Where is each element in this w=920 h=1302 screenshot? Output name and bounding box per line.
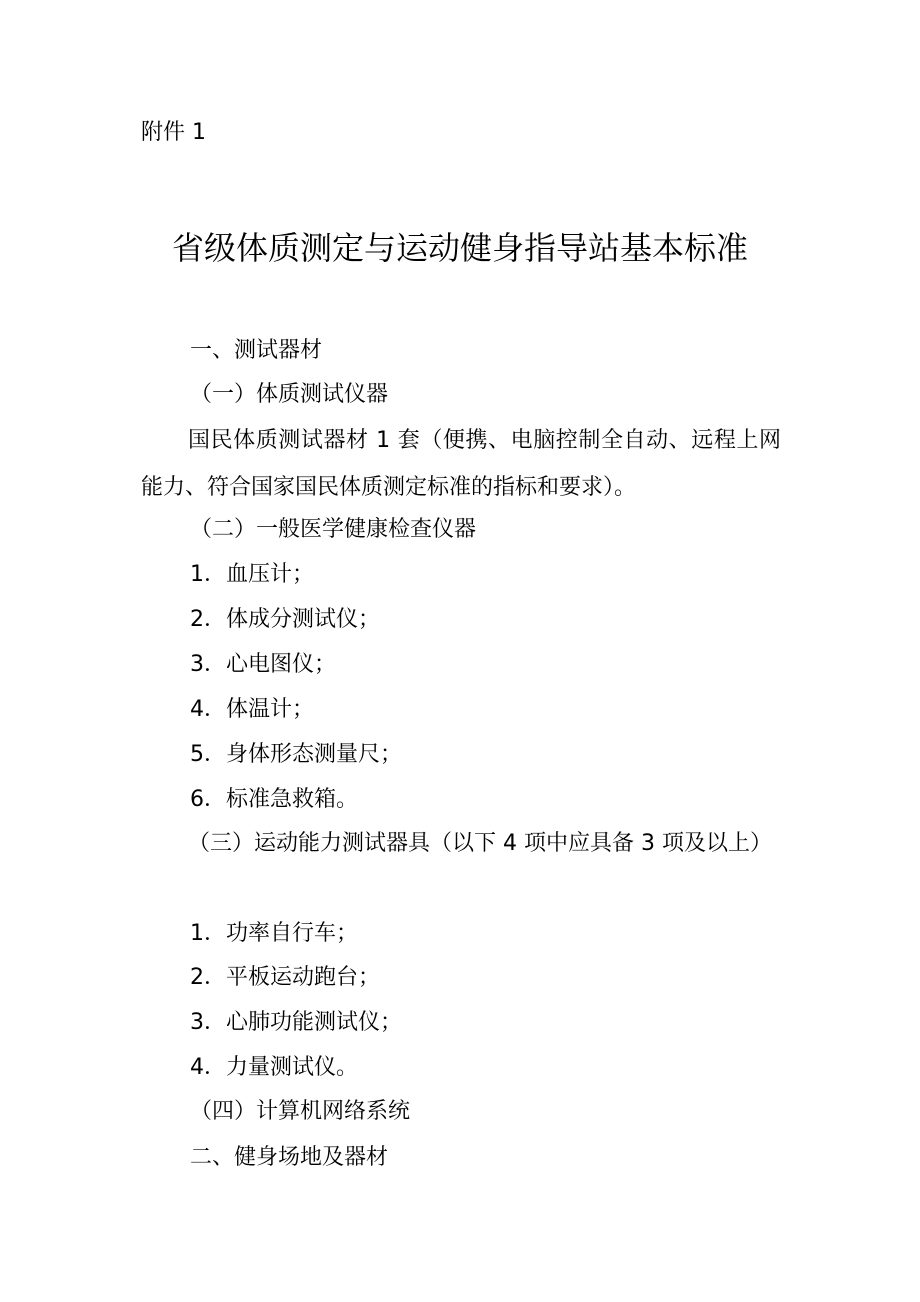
subsection-heading-1: （一）体质测试仪器 (190, 382, 389, 407)
paragraph-equipment: 国民体质测试器材 1 套（便携、电脑控制全自动、远程上网能力、符合国家国民体质测定标准的指标和要求）。 (141, 428, 781, 500)
list-item: 1．血压计； (190, 562, 314, 587)
list-item: 5．身体形态测量尺； (190, 742, 402, 767)
subsection-heading-4: （四）计算机网络系统 (190, 1099, 411, 1124)
section-heading-2: 二、健身场地及器材 (190, 1145, 389, 1170)
list-item: 2．平板运动跑台； (190, 965, 380, 990)
attachment-label: 附件 1 (141, 120, 206, 145)
section-heading-1: 一、测试器材 (190, 338, 323, 363)
list-item: 1．功率自行车； (190, 921, 358, 946)
subsection-heading-2: （二）一般医学健康检查仪器 (190, 517, 477, 542)
list-item: 6．标准急救箱。 (190, 787, 358, 812)
list-item: 3．心电图仪； (190, 652, 336, 677)
list-item: 4．体温计； (190, 697, 314, 722)
list-item: 4．力量测试仪。 (190, 1055, 358, 1080)
subsection-heading-3: （三）运动能力测试器具（以下 4 项中应具备 3 项及以上） (188, 831, 772, 856)
list-item: 2．体成分测试仪； (190, 607, 380, 632)
document-title: 省级体质测定与运动健身指导站基本标准 (171, 229, 748, 267)
list-item: 3．心肺功能测试仪； (190, 1010, 402, 1035)
